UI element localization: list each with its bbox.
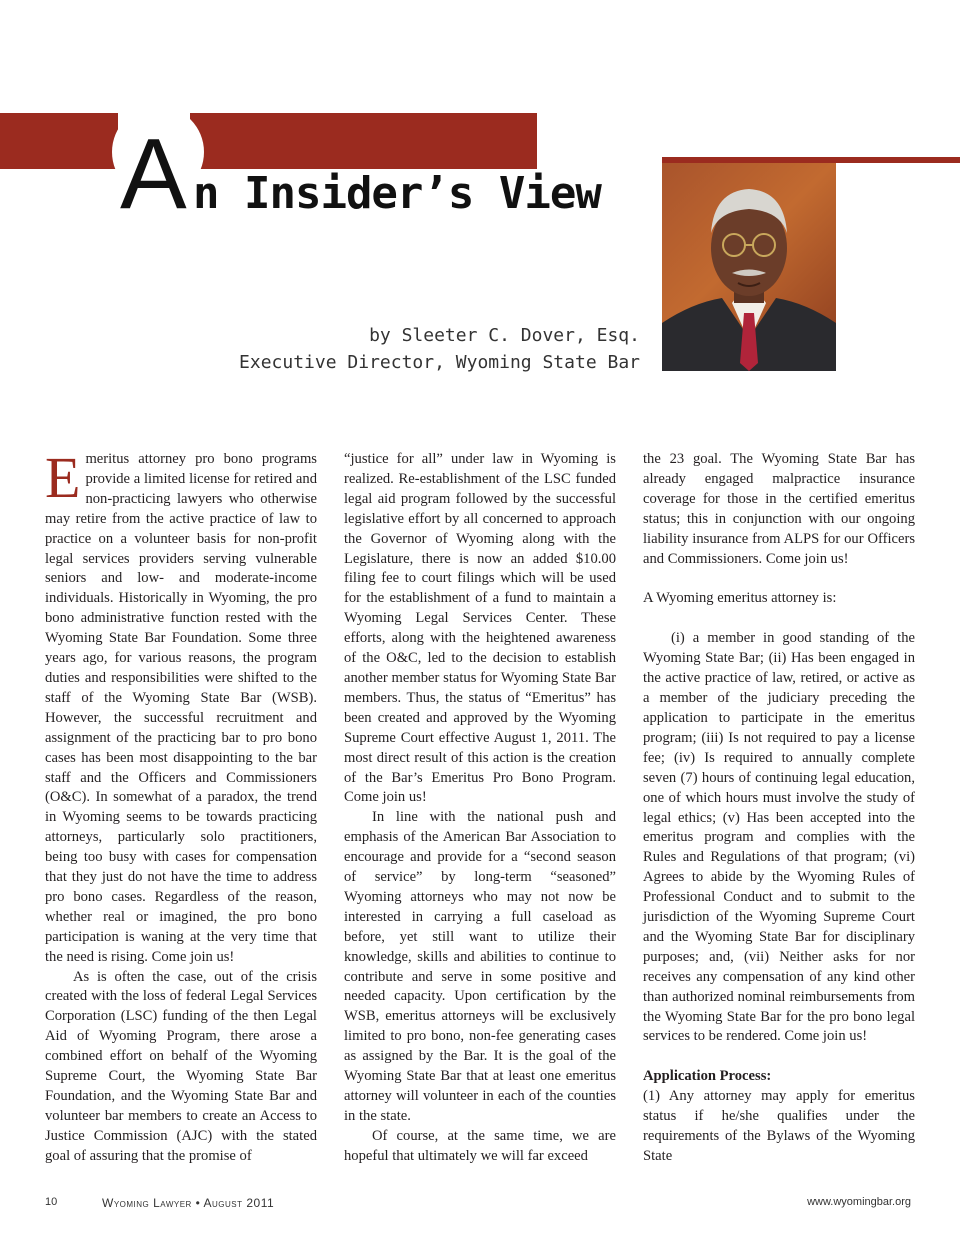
author-name: by Sleeter C. Dover, Esq. <box>369 325 640 346</box>
paragraph: As is often the case, out of the crisis created with the loss of federal Legal Services Corporation (LSC) funding of the then Legal Aid of Wyoming Program, there arose a combined effort on behalf of the Wyoming Supreme Court, the Wyoming State Bar Foundation, and the Wyoming State Bar and volunteer bar members to create an Access to Justice Commission (AJC) with the stated goal of assuring that the promise of <box>45 968 317 1164</box>
article-column-2 <box>344 450 616 1167</box>
drop-cap: E <box>45 445 81 510</box>
article-column-1 <box>45 445 317 1167</box>
author-title: Executive Director, Wyoming State Bar <box>239 352 640 373</box>
paragraph-text: meritus attorney pro bono programs provide a limited license for retired and non-practicing lawyers who otherwise may retire from the active practice of law to practice on a volunteer basis for non-profit legal services providers serving vulnerable seniors and low- and moderate-income individuals. Historically in Wyoming, the pro bono administrative function rested with the Wyoming State Bar Foundation. Some three years ago, for various reasons, the program duties and responsibilities were shifted to the staff of the Wyoming State Bar (WSB). However, the successful recruitment and assignment of the practicing bar to pro bono cases has been most disappointing to the bar staff and the Officers and Commissioners (O&C). In somewhat of a paradox, the trend in Wyoming seems to be towards practicing attorneys, particularly solo practitioners, being too busy with cases for compensation that they just do not have the time to address pro bono cases. Regardless of the reason, whether real or imagined, the pro bono participation is waning at the very time that the need is rising. Come join us! <box>45 451 317 965</box>
paragraph: In line with the national push and emphasis of the American Bar Association to encourage and provide for a “second season of service” by long-term “seasoned” Wyoming attorneys who may not now be interested in carrying a full caseload as before, yet still want to utilize their knowledge, skills and abilities to continue to contribute and serve in some positive and needed capacity. Upon certification by the WSB, emeritus attorneys will be exclusively limited to pro bono, non-fee generating cases as assigned by the Bar. It is the goal of the Wyoming State Bar that at least one emeritus attorney will volunteer in each of the counties in the state. <box>344 809 616 1124</box>
byline <box>239 322 640 376</box>
title-accent-bar <box>190 113 537 169</box>
paragraph: A Wyoming emeritus attorney is: <box>643 590 837 607</box>
paragraph: (1) Any attorney may apply for emeritus status if he/she qualifies under the requirements of the Bylaws of the Wyoming State <box>643 1088 915 1164</box>
paragraph: (i) a member in good standing of the Wyoming State Bar; (ii) Has been engaged in the active practice of law, retired, or active as a member of the judiciary preceding the application to participate in the emeritus program; (iii) Is not required to pay a license fee; (iv) Is required to annually complete seven (7) hours of continuing legal education, one of which hours must involve the study of legal ethics; (v) Has been accepted into the emeritus program and complies with the Rules and Regulations of that program; (vi) Agrees to abide by the Wyoming Rules of Professional Conduct and to submit to the jurisdiction of the Wyoming Supreme Court and the Wyoming State Bar for disciplinary purposes; and, (vii) Neither asks for nor receives any compensation of any kind other than authorized nominal reimbursements from the Wyoming State Bar for the pro bono legal services to be rendered. Come join us! <box>643 630 915 1045</box>
article-column-3 <box>643 450 915 1167</box>
author-photo <box>662 163 836 371</box>
paragraph <box>45 445 317 968</box>
section-heading: Application Process: <box>643 1068 772 1085</box>
paragraph: Of course, at the same time, we are hopeful that ultimately we will far exceed <box>344 1127 616 1164</box>
title-accent-bar-left <box>0 113 118 169</box>
page-number: 10 <box>45 1196 58 1208</box>
publication-info: Wyoming Lawyer • August 2011 <box>102 1196 275 1210</box>
paragraph: the 23 goal. The Wyoming State Bar has already engaged malpractice insurance coverage for those in the certified emeritus status; this in conjunction with our ongoing liability insurance from ALPS for our Officers and Commissioners. Come join us! <box>643 451 915 567</box>
title-initial: A <box>120 118 185 230</box>
paragraph: “justice for all” under law in Wyoming is realized. Re-establishment of the LSC funded legal aid program followed by the successful legislative effort by all concerned to approach the Governor of Wyoming along with the Legislature, there is now an added $10.00 filing fee to court filings which will be used for the establishment of a fund to maintain a Wyoming Legal Services Center. These efforts, along with the heightened awareness of the O&C, led to the decision to establish another member status for Wyoming State Bar members. Thus, the status of “Emeritus” has been created and approved by the Wyoming Supreme Court effective August 1, 2011. The most direct result of this action is the creation of the Bar’s Emeritus Pro Bono Program. Come join us! <box>344 451 616 806</box>
page-title: n Insider’s View <box>193 168 601 219</box>
portrait-illustration <box>662 163 836 371</box>
website-url: www.wyomingbar.org <box>807 1196 911 1208</box>
